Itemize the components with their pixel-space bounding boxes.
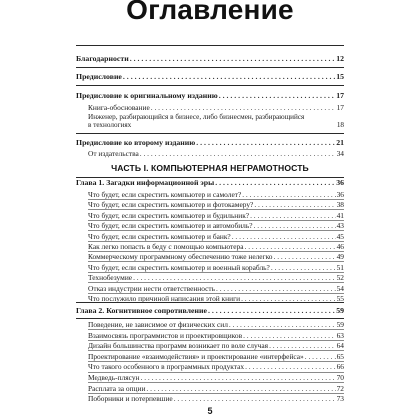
toc-page: 46 — [336, 242, 344, 251]
toc-label: Дизайн большинства программ возникает по воле случая — [88, 341, 269, 351]
toc-label: Взаимосвязь программистов и проектировщиков — [88, 330, 243, 340]
leader-dots — [141, 373, 336, 382]
toc-label: Поборники и потерпевшие — [88, 394, 173, 404]
toc-subentry[interactable] — [88, 221, 344, 230]
divider — [76, 302, 344, 303]
divider — [76, 133, 344, 134]
toc-page: 66 — [336, 362, 344, 372]
toc-subentry[interactable] — [88, 331, 344, 340]
leader-dots — [243, 331, 336, 340]
leader-dots — [254, 221, 336, 230]
toc-page: 64 — [336, 341, 344, 351]
toc-label: Поведение, не зависимое от физических сил — [88, 320, 228, 329]
toc-page: 51 — [336, 262, 344, 272]
toc-subentry[interactable] — [88, 242, 344, 251]
leader-dots — [274, 252, 336, 261]
toc-label: Что такого особенного в программных продуктах — [88, 362, 245, 372]
toc-page: 38 — [336, 200, 344, 210]
toc-page: 18 — [336, 121, 344, 130]
toc-subentry[interactable] — [88, 200, 344, 209]
leader-dots — [196, 138, 335, 147]
leader-dots — [123, 72, 335, 81]
leader-dots — [245, 362, 336, 371]
toc-page: 54 — [336, 283, 344, 293]
toc-label: Как легко попасть в беду с помощью компьютера — [88, 242, 244, 251]
toc-label: Предисловие ко второму изданию — [76, 138, 196, 147]
toc-label: Технобезумие — [88, 273, 133, 283]
page-title: Оглавление — [126, 0, 294, 25]
leader-dots — [151, 103, 336, 112]
toc-page: 63 — [336, 330, 344, 340]
toc-label: Что будет, если скрестить компьютер и военный корабль? — [88, 262, 270, 272]
toc-subentry[interactable] — [88, 341, 344, 350]
toc-label: Расплата за опции — [88, 383, 146, 393]
toc-subentry[interactable] — [88, 273, 344, 282]
toc-page: 49 — [336, 252, 344, 262]
leader-dots — [254, 200, 335, 209]
toc-entry-preface[interactable] — [76, 72, 344, 81]
leader-dots — [219, 91, 336, 100]
toc-label-line2: в технологиях — [88, 121, 132, 130]
leader-dots — [174, 394, 336, 403]
toc-page: 45 — [336, 231, 344, 241]
toc-entry-acknowledgements[interactable] — [76, 54, 344, 63]
toc-subentry[interactable] — [88, 362, 344, 371]
toc-label: Предисловие к оригинальному изданию — [76, 91, 218, 100]
toc-label-line1: Инженер, разбирающийся в бизнесе, либо бизнесмен, разбирающийся — [88, 113, 305, 121]
leader-dots — [215, 178, 335, 187]
leader-dots — [245, 242, 336, 251]
leader-dots — [216, 284, 336, 293]
part-heading: ЧАСТЬ I. КОМПЬЮТЕРНАЯ НЕГРАМОТНОСТЬ — [111, 163, 309, 173]
leader-dots — [271, 263, 336, 272]
toc-page: 17 — [336, 91, 344, 100]
toc-label: Медведь-плясун — [88, 373, 140, 382]
toc-subentry[interactable] — [88, 190, 344, 199]
toc-entry-second-preface[interactable] — [76, 138, 344, 147]
toc-subentry[interactable] — [88, 284, 344, 293]
leader-dots — [133, 273, 336, 282]
leader-dots — [305, 352, 336, 361]
top-divider — [76, 45, 344, 46]
toc-label: Предисловие — [76, 72, 122, 81]
toc-page: 21 — [336, 138, 344, 147]
toc-page: 17 — [336, 103, 344, 112]
toc-entry-chapter-1[interactable] — [76, 178, 344, 187]
leader-dots — [242, 190, 335, 199]
toc-label: Коммерческому программному обеспечению тоже нелегко — [88, 252, 273, 262]
toc-subentry[interactable] — [88, 232, 344, 241]
toc-page: 41 — [336, 210, 344, 220]
toc-page: 43 — [336, 221, 344, 231]
toc-label: Благодарности — [76, 54, 129, 63]
toc-label: Глава 1. Загадки информационной эры — [76, 178, 215, 187]
toc-page: 73 — [336, 394, 344, 404]
toc-page: 55 — [336, 294, 344, 303]
toc-label: Отказ индустрии нести ответственность — [88, 283, 216, 293]
toc-label: Проектирование «взаимодействия» и проектирование «интерфейса» — [88, 351, 304, 361]
toc-label: Что будет, если скрестить компьютер и банк? — [88, 231, 231, 241]
toc-subentry[interactable] — [88, 352, 344, 361]
leader-dots — [232, 232, 336, 241]
toc-subentry[interactable] — [88, 252, 344, 261]
toc-label: Что послужило причиной написания этой книги — [88, 294, 241, 303]
leader-dots — [208, 306, 335, 315]
toc-subentry-multiline[interactable] — [88, 113, 344, 130]
leader-dots — [140, 149, 336, 158]
toc-page: 52 — [336, 273, 344, 283]
toc-subentry[interactable] — [88, 103, 344, 112]
toc-entry-chapter-2[interactable] — [76, 306, 344, 315]
toc-subentry[interactable] — [88, 211, 344, 220]
leader-dots — [229, 320, 336, 329]
page-number: 5 — [207, 406, 213, 416]
divider — [76, 85, 344, 86]
toc-label: Глава 2. Когнитивное сопротивление — [76, 306, 207, 315]
toc-page: 36 — [336, 178, 344, 187]
toc-subentry[interactable] — [88, 384, 344, 393]
leader-dots — [146, 384, 335, 393]
toc-label: Что будет, если скрестить компьютер и фотокамеру? — [88, 200, 254, 210]
toc-page: 65 — [336, 351, 344, 361]
toc-page: 59 — [336, 320, 344, 329]
toc-label: Что будет, если скрестить компьютер и самолет? — [88, 190, 242, 199]
toc-page: 72 — [336, 383, 344, 393]
divider — [76, 318, 344, 319]
divider — [76, 67, 344, 68]
toc-subentry[interactable] — [88, 394, 344, 403]
leader-dots — [130, 54, 336, 63]
toc-page: 34 — [336, 149, 344, 158]
toc-page: 36 — [336, 190, 344, 199]
toc-label: От издательства — [88, 149, 139, 158]
toc-subentry[interactable] — [88, 373, 344, 382]
toc-subentry[interactable] — [88, 149, 344, 158]
toc-subentry[interactable] — [88, 263, 344, 272]
toc-label: Что будет, если скрестить компьютер и будильник? — [88, 210, 250, 220]
toc-page: 59 — [336, 306, 344, 315]
toc-page: 12 — [336, 54, 344, 63]
toc-subentry[interactable] — [88, 320, 344, 329]
toc-label: Книга-обоснование — [88, 103, 150, 112]
toc-page: 70 — [336, 373, 344, 382]
leader-dots — [269, 341, 336, 350]
toc-page: 15 — [336, 72, 344, 81]
toc-entry-original-preface[interactable] — [76, 91, 344, 100]
leader-dots — [250, 211, 336, 220]
toc-label: Что будет, если скрестить компьютер и автомобиль? — [88, 221, 253, 231]
